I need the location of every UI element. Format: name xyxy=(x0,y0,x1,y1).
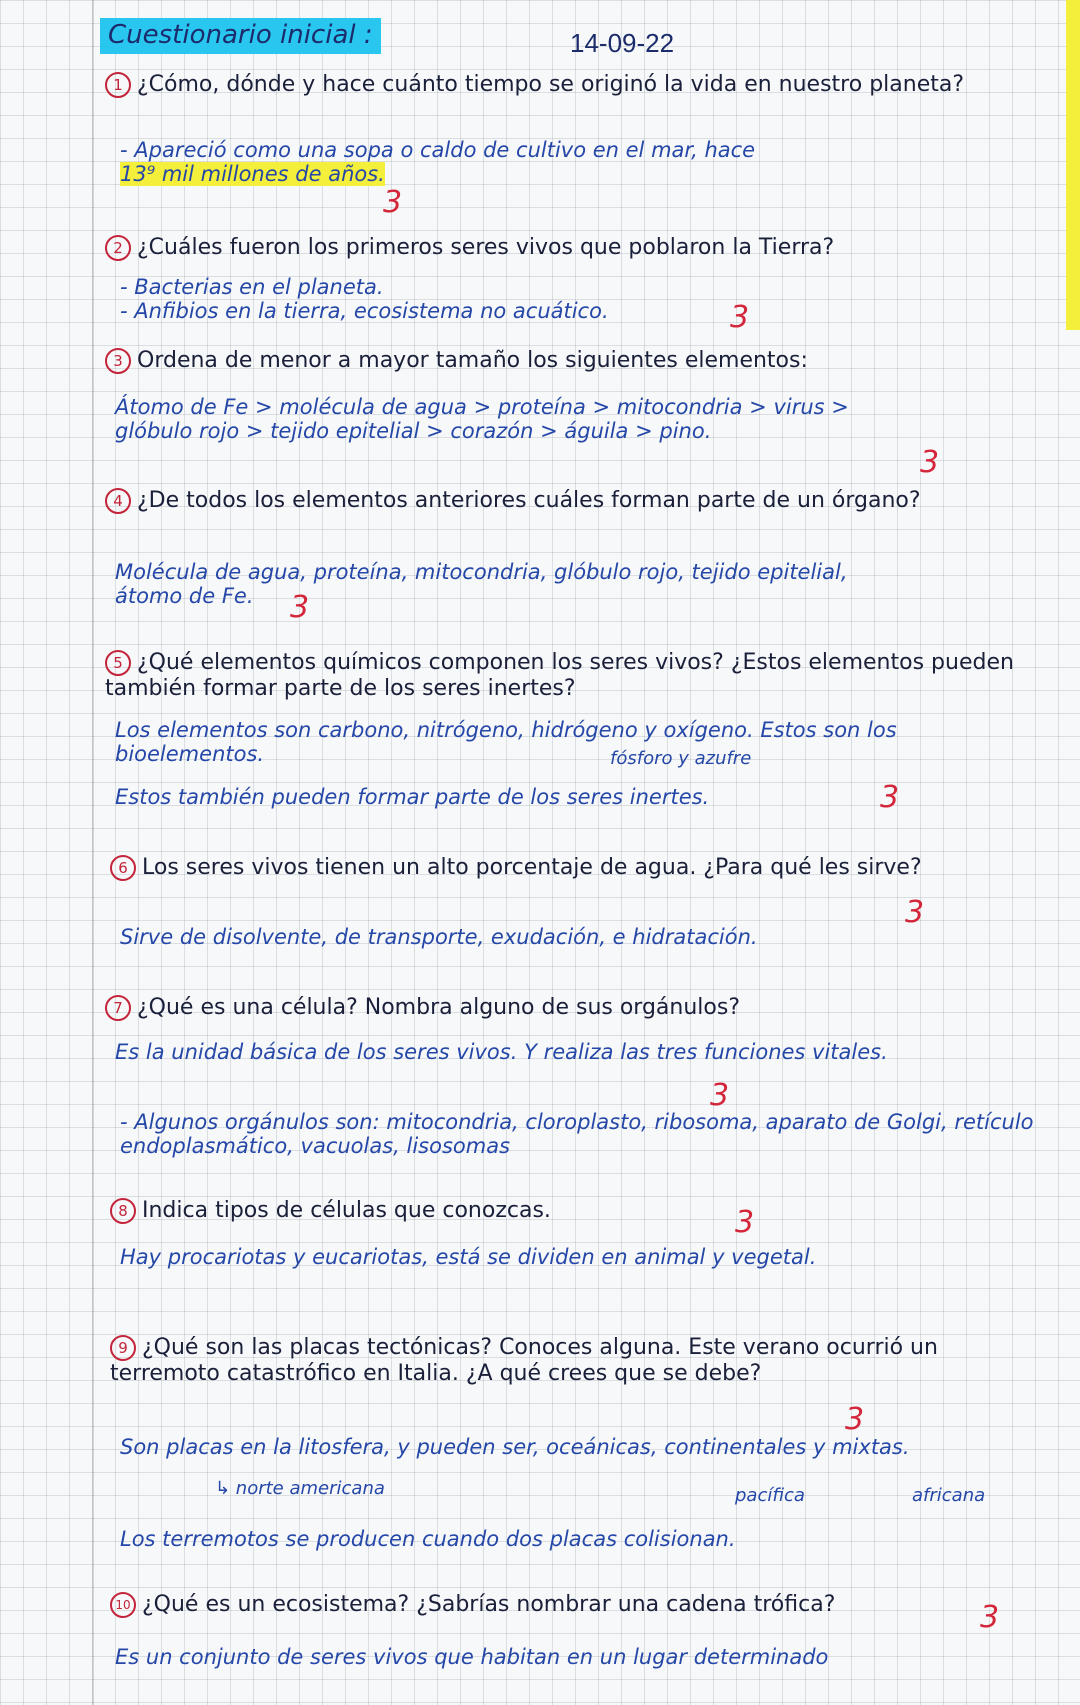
grade-mark: 3 xyxy=(290,590,310,625)
question-text: ¿Cuáles fueron los primeros seres vivos que poblaron la Tierra? xyxy=(137,235,835,260)
answer-10 xyxy=(115,1645,1045,1669)
answer-3 xyxy=(115,395,1045,443)
grade-mark: 3 xyxy=(905,895,925,930)
answer-6 xyxy=(120,925,1030,949)
grade-mark: 3 xyxy=(735,1205,755,1240)
question-3 xyxy=(105,348,1035,374)
page-date: 14-09-22 xyxy=(570,28,675,58)
answer-7-organelles xyxy=(120,1110,1045,1158)
question-text: ¿Qué son las placas tectónicas? Conoces alguna. Este verano ocurrió un terremoto catastrófico en Italia. ¿A qué crees que se debe? xyxy=(110,1335,938,1386)
question-9 xyxy=(110,1335,1030,1387)
question-7 xyxy=(105,995,1035,1021)
margin-note: ↳ norte americana xyxy=(215,1478,385,1499)
answer-5 xyxy=(115,718,1045,766)
question-number: 6 xyxy=(110,855,136,881)
grade-mark: 3 xyxy=(383,185,403,220)
question-1 xyxy=(105,72,1035,98)
answer-5-extra xyxy=(115,785,1045,809)
grade-mark: 3 xyxy=(880,780,900,815)
question-text: ¿De todos los elementos anteriores cuáles forman parte de un órgano? xyxy=(137,488,921,513)
answer-line: Los terremotos se producen cuando dos placas colisionan. xyxy=(120,1527,736,1551)
question-5 xyxy=(105,650,1035,702)
question-8 xyxy=(110,1198,1030,1224)
yellow-page-tab xyxy=(1066,0,1080,330)
answer-line: Sirve de disolvente, de transporte, exudación, e hidratación. xyxy=(120,925,758,949)
answer-line: átomo de Fe. xyxy=(115,584,254,608)
answer-line: Son placas en la litosfera, y pueden ser, oceánicas, continentales y mixtas. xyxy=(120,1435,910,1459)
answer-line: Es un conjunto de seres vivos que habitan en un lugar determinado xyxy=(115,1645,829,1669)
question-number: 9 xyxy=(110,1335,136,1361)
question-4 xyxy=(105,488,1035,514)
grade-mark: 3 xyxy=(920,445,940,480)
question-text: ¿Qué elementos químicos componen los seres vivos? ¿Estos elementos pueden también formar parte de los seres inertes? xyxy=(105,650,1014,701)
question-number: 4 xyxy=(105,488,131,514)
margin-note: pacífica xyxy=(735,1485,805,1506)
answer-line: - Anfibios en la tierra, ecosistema no acuático. xyxy=(120,299,609,323)
answer-9-extra xyxy=(120,1527,1040,1551)
question-text: Los seres vivos tienen un alto porcentaje de agua. ¿Para qué les sirve? xyxy=(142,855,922,880)
question-10 xyxy=(110,1592,990,1618)
margin-note: fósforo y azufre xyxy=(610,748,752,769)
answer-2 xyxy=(120,275,1030,323)
question-number: 5 xyxy=(105,650,131,676)
answer-line: Es la unidad básica de los seres vivos. Y realiza las tres funciones vitales. xyxy=(115,1040,888,1064)
question-text: ¿Cómo, dónde y hace cuánto tiempo se originó la vida en nuestro planeta? xyxy=(137,72,965,97)
question-text: ¿Qué es un ecosistema? ¿Sabrías nombrar una cadena trófica? xyxy=(142,1592,836,1617)
answer-line: - Bacterias en el planeta. xyxy=(120,275,384,299)
margin-note: africana xyxy=(912,1485,986,1506)
answer-line: Hay procariotas y eucariotas, está se dividen en animal y vegetal. xyxy=(120,1245,817,1269)
answer-8 xyxy=(120,1245,1040,1269)
question-number: 7 xyxy=(105,995,131,1021)
answer-line: Átomo de Fe > molécula de agua > proteína > mitocondria > virus > xyxy=(115,395,849,419)
question-6 xyxy=(110,855,1030,881)
question-number: 2 xyxy=(105,235,131,261)
notebook-margin-line xyxy=(92,0,94,1705)
answer-1 xyxy=(120,138,1030,186)
question-text: Indica tipos de células que conozcas. xyxy=(142,1198,551,1223)
answer-line-highlighted: 13⁹ mil millones de años. xyxy=(120,162,385,186)
grade-mark: 3 xyxy=(710,1078,730,1113)
question-number: 3 xyxy=(105,348,131,374)
page-title: Cuestionario inicial : xyxy=(100,18,381,54)
question-number: 1 xyxy=(105,72,131,98)
answer-4 xyxy=(115,560,1045,608)
question-text: Ordena de menor a mayor tamaño los siguientes elementos: xyxy=(137,348,808,373)
answer-line: Estos también pueden formar parte de los seres inertes. xyxy=(115,785,710,809)
grade-mark: 3 xyxy=(980,1600,1000,1635)
answer-line: Los elementos son carbono, nitrógeno, hidrógeno y oxígeno. Estos son los bioelementos. xyxy=(115,718,897,766)
answer-line: Molécula de agua, proteína, mitocondria, glóbulo rojo, tejido epitelial, xyxy=(115,560,848,584)
question-2 xyxy=(105,235,1035,261)
grade-mark: 3 xyxy=(845,1402,865,1437)
answer-9 xyxy=(120,1435,1040,1459)
question-number: 8 xyxy=(110,1198,136,1224)
answer-line: glóbulo rojo > tejido epitelial > corazón > águila > pino. xyxy=(115,419,712,443)
answer-line: - Apareció como una sopa o caldo de cultivo en el mar, hace xyxy=(120,138,756,162)
question-number: 10 xyxy=(110,1592,136,1618)
answer-line: - Algunos orgánulos son: mitocondria, cloroplasto, ribosoma, aparato de Golgi, retículo endoplasmático, vacuolas, lisosomas xyxy=(120,1110,1034,1158)
answer-7 xyxy=(115,1040,1045,1064)
question-text: ¿Qué es una célula? Nombra alguno de sus orgánulos? xyxy=(137,995,741,1020)
grade-mark: 3 xyxy=(730,300,750,335)
